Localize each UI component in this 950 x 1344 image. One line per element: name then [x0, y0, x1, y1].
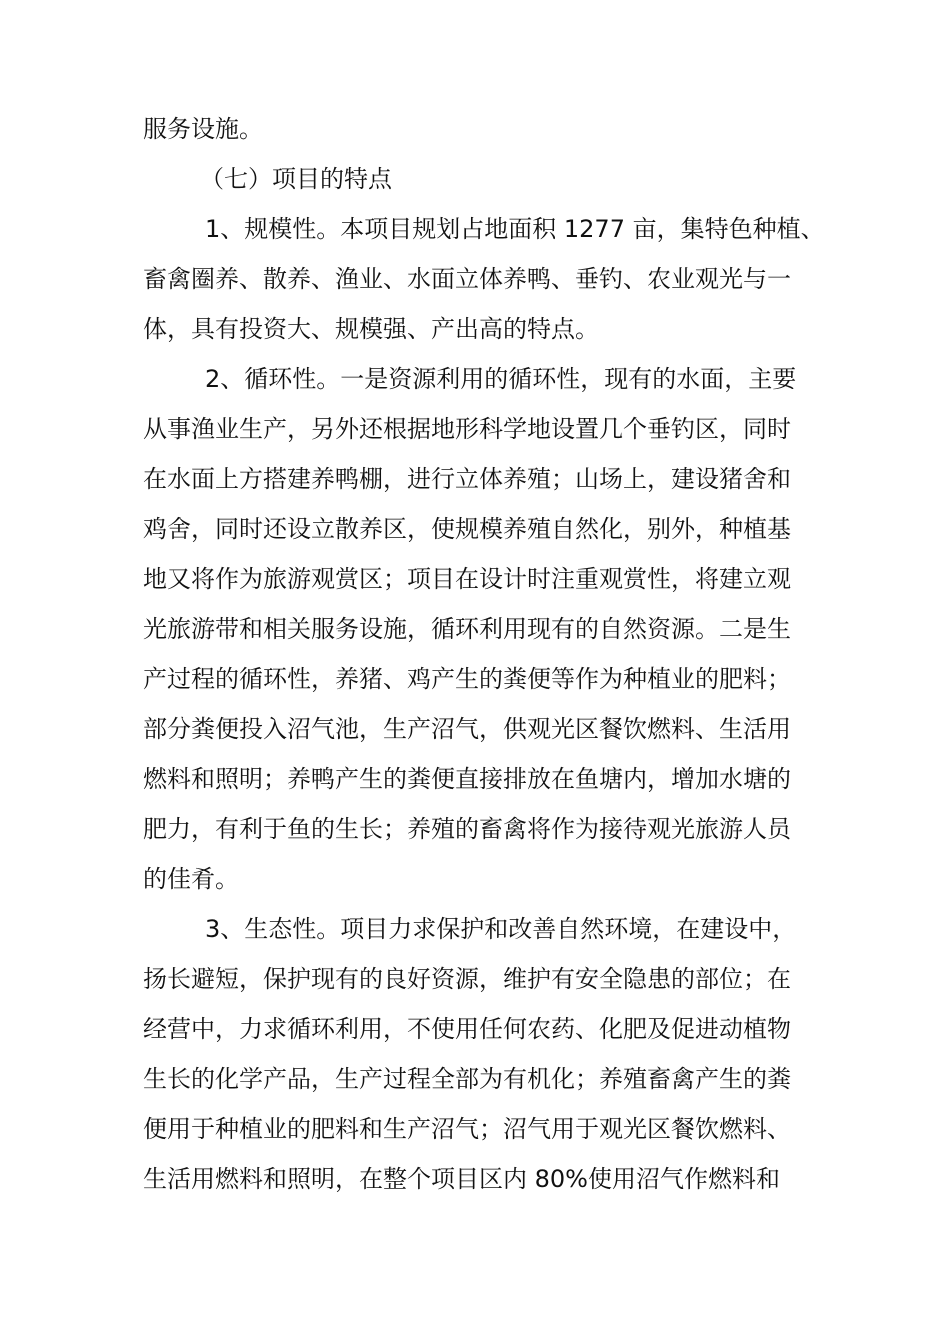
paragraph-2-line: 肥力，有利于鱼的生长；养殖的畜禽将作为接待观光旅游人员 — [143, 815, 791, 843]
paragraph-3-line: 便用于种植业的肥料和生产沼气；沼气用于观光区餐饮燃料、 — [143, 1115, 791, 1143]
paragraph-1-line: 1、规模性。本项目规划占地面积 1277 亩，集特色种植、 — [205, 215, 825, 243]
paragraph-2-line: 的佳肴。 — [143, 865, 239, 893]
paragraph-3-line: 3、生态性。项目力求保护和改善自然环境，在建设中， — [205, 915, 797, 943]
paragraph-2-line: 在水面上方搭建养鸭棚，进行立体养殖；山场上，建设猪舍和 — [143, 465, 791, 493]
paragraph-3-line: 扬长避短，保护现有的良好资源，维护有安全隐患的部位；在 — [143, 965, 791, 993]
paragraph-1-line: 体，具有投资大、规模强、产出高的特点。 — [143, 315, 599, 343]
paragraph-2-line: 产过程的循环性，养猪、鸡产生的粪便等作为种植业的肥料； — [143, 665, 791, 693]
paragraph-3-line: 生活用燃料和照明，在整个项目区内 80%使用沼气作燃料和 — [143, 1165, 780, 1193]
paragraph-1-line: 畜禽圈养、散养、渔业、水面立体养鸭、垂钓、农业观光与一 — [143, 265, 791, 293]
paragraph-2-line: 光旅游带和相关服务设施，循环利用现有的自然资源。二是生 — [143, 615, 791, 643]
paragraph-3-line: 生长的化学产品，生产过程全部为有机化；养殖畜禽产生的粪 — [143, 1065, 791, 1093]
paragraph-2-line: 从事渔业生产，另外还根据地形科学地设置几个垂钓区，同时 — [143, 415, 791, 443]
paragraph-2-line: 燃料和照明；养鸭产生的粪便直接排放在鱼塘内，增加水塘的 — [143, 765, 791, 793]
paragraph-2-line: 鸡舍，同时还设立散养区，使规模养殖自然化，别外，种植基 — [143, 515, 791, 543]
section-heading: （七）项目的特点 — [200, 165, 392, 193]
text-line: 服务设施。 — [143, 115, 263, 143]
paragraph-2-line: 地又将作为旅游观赏区；项目在设计时注重观赏性，将建立观 — [143, 565, 791, 593]
paragraph-2-line: 2、循环性。一是资源利用的循环性，现有的水面，主要 — [205, 365, 797, 393]
paragraph-3-line: 经营中，力求循环利用，不使用任何农药、化肥及促进动植物 — [143, 1015, 791, 1043]
paragraph-2-line: 部分粪便投入沼气池，生产沼气，供观光区餐饮燃料、生活用 — [143, 715, 791, 743]
